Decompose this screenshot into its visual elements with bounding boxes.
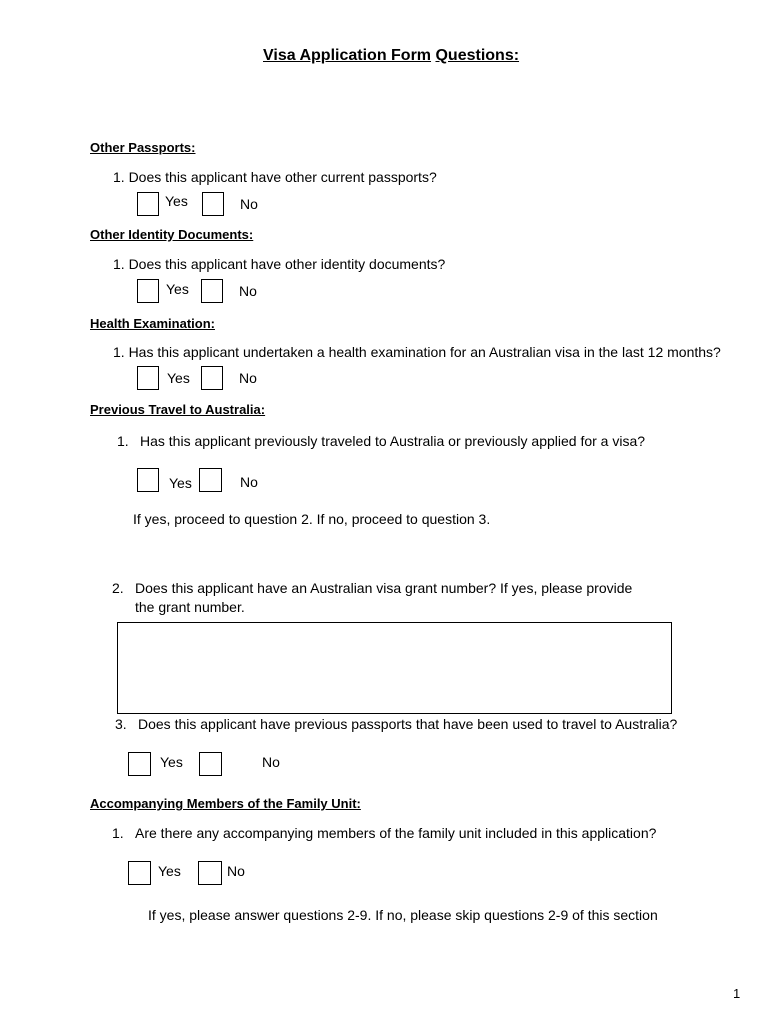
checkbox-family-no[interactable] <box>198 861 222 885</box>
checkbox-previous-travel-yes[interactable] <box>137 468 159 492</box>
section-heading-other-identity: Other Identity Documents: <box>90 227 254 242</box>
question-previous-travel: Has this applicant previously traveled to Australia or previously applied for a visa? <box>140 433 646 449</box>
question-number: 3. <box>115 716 127 732</box>
question-grant-number: Does this applicant have an Australian visa grant number? If yes, please provide <box>135 580 633 596</box>
checkbox-other-passports-no[interactable] <box>202 192 224 216</box>
checkbox-previous-passports-no[interactable] <box>199 752 222 776</box>
label-family-no: No <box>227 863 245 879</box>
question-other-passports: 1. Does this applicant have other current passports? <box>113 169 437 185</box>
question-number: 2. <box>112 580 124 596</box>
checkbox-previous-passports-yes[interactable] <box>128 752 151 776</box>
question-number: 1. <box>117 433 129 449</box>
section-heading-other-passports: Other Passports: <box>90 140 196 155</box>
checkbox-previous-travel-no[interactable] <box>199 468 222 492</box>
page-title-part2: Questions: <box>435 47 520 64</box>
label-other-identity-no: No <box>239 283 257 299</box>
checkbox-health-no[interactable] <box>201 366 223 390</box>
label-previous-passports-yes: Yes <box>160 754 183 770</box>
label-family-yes: Yes <box>158 863 181 879</box>
label-previous-passports-no: No <box>262 754 280 770</box>
question-other-identity: 1. Does this applicant have other identity documents? <box>113 256 446 272</box>
checkbox-other-identity-no[interactable] <box>201 279 223 303</box>
page-title <box>263 47 519 65</box>
label-other-passports-yes: Yes <box>165 193 188 209</box>
section-heading-health: Health Examination: <box>90 316 215 331</box>
question-number: 1. <box>112 825 124 841</box>
instruction-family: If yes, please answer questions 2-9. If no, please skip questions 2-9 of this section <box>148 907 658 923</box>
section-heading-family: Accompanying Members of the Family Unit: <box>90 796 361 811</box>
label-health-yes: Yes <box>167 370 190 386</box>
section-heading-previous-travel: Previous Travel to Australia: <box>90 402 266 417</box>
label-previous-travel-yes: Yes <box>169 475 192 491</box>
instruction-previous-travel: If yes, proceed to question 2. If no, proceed to question 3. <box>133 511 491 527</box>
question-previous-passports: Does this applicant have previous passports that have been used to travel to Australia? <box>138 716 678 732</box>
question-family-members: Are there any accompanying members of the family unit included in this application? <box>135 825 657 841</box>
label-health-no: No <box>239 370 257 386</box>
question-grant-number-line2: the grant number. <box>135 599 245 615</box>
grant-number-field[interactable] <box>117 622 672 714</box>
label-other-identity-yes: Yes <box>166 281 189 297</box>
page-title-part1: Visa Application Form <box>263 47 432 64</box>
checkbox-family-yes[interactable] <box>128 861 151 885</box>
label-other-passports-no: No <box>240 196 258 212</box>
label-previous-travel-no: No <box>240 474 258 490</box>
question-health: 1. Has this applicant undertaken a health examination for an Australian visa in the last 12 months? <box>113 344 721 360</box>
page-number: 1 <box>733 986 741 1001</box>
checkbox-other-identity-yes[interactable] <box>137 279 159 303</box>
checkbox-other-passports-yes[interactable] <box>137 192 159 216</box>
checkbox-health-yes[interactable] <box>137 366 159 390</box>
